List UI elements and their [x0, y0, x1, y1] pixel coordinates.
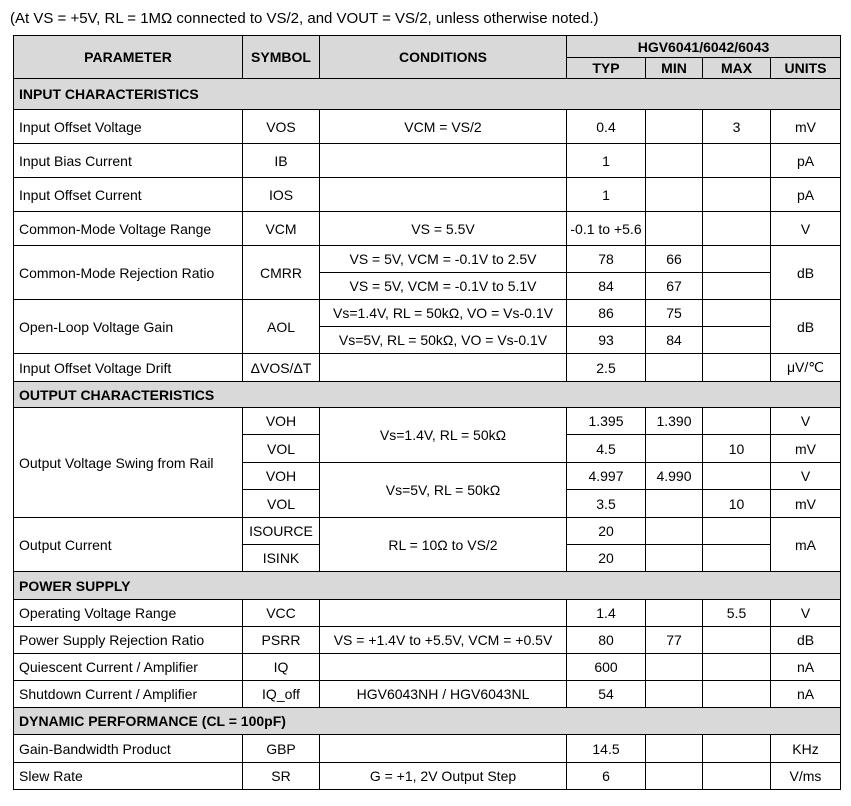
param-cell: Input Offset Current	[14, 178, 243, 212]
symbol-cell: IQ_off	[243, 681, 320, 708]
typ-cell: 78	[567, 246, 646, 273]
max-cell	[703, 354, 771, 382]
max-cell	[703, 681, 771, 708]
unit-cell: μV/℃	[771, 354, 841, 382]
min-cell	[646, 763, 703, 790]
max-cell	[703, 627, 771, 654]
table-row	[14, 600, 841, 627]
table-row	[14, 178, 841, 212]
condition-cell: VS = 5V, VCM = -0.1V to 5.1V	[320, 273, 567, 300]
typ-cell: 1.395	[567, 408, 646, 435]
section-dynamic: DYNAMIC PERFORMANCE (CL = 100pF)	[14, 708, 841, 735]
unit-cell: V	[771, 408, 841, 435]
symbol-cell: VOL	[243, 490, 320, 518]
table-row	[14, 627, 841, 654]
param-cell: Quiescent Current / Amplifier	[14, 654, 243, 681]
typ-cell: 14.5	[567, 735, 646, 763]
unit-cell: mV	[771, 110, 841, 144]
unit-cell: dB	[771, 300, 841, 354]
param-cell: Input Bias Current	[14, 144, 243, 178]
symbol-cell: IQ	[243, 654, 320, 681]
max-cell: 10	[703, 490, 771, 518]
param-cell: Operating Voltage Range	[14, 600, 243, 627]
param-cell: Gain-Bandwidth Product	[14, 735, 243, 763]
min-cell: 66	[646, 246, 703, 273]
unit-cell: dB	[771, 246, 841, 300]
typ-cell: 6	[567, 763, 646, 790]
conditions-note: (At VS = +5V, RL = 1MΩ connected to VS/2, and VOUT = VS/2, unless otherwise noted.)	[10, 10, 599, 27]
symbol-cell: ISOURCE	[243, 518, 320, 545]
unit-cell: mV	[771, 435, 841, 463]
section-input: INPUT CHARACTERISTICS	[14, 79, 841, 110]
symbol-cell: ISINK	[243, 545, 320, 572]
symbol-cell: VOH	[243, 408, 320, 435]
min-cell	[646, 178, 703, 212]
min-cell: 75	[646, 300, 703, 327]
condition-cell	[320, 354, 567, 382]
param-cell: Slew Rate	[14, 763, 243, 790]
min-cell	[646, 354, 703, 382]
table-row	[14, 354, 841, 382]
typ-cell: 54	[567, 681, 646, 708]
param-cell: Open-Loop Voltage Gain	[14, 300, 243, 354]
condition-cell: VCM = VS/2	[320, 110, 567, 144]
symbol-cell: GBP	[243, 735, 320, 763]
max-cell	[703, 463, 771, 490]
typ-cell: 1	[567, 144, 646, 178]
min-cell	[646, 144, 703, 178]
min-cell	[646, 435, 703, 463]
typ-cell: 0.4	[567, 110, 646, 144]
max-cell	[703, 246, 771, 273]
param-cell: Input Offset Voltage Drift	[14, 354, 243, 382]
header-part-number: HGV6041/6042/6043	[567, 36, 841, 58]
typ-cell: 93	[567, 327, 646, 354]
condition-cell: VS = 5.5V	[320, 212, 567, 246]
typ-cell: 86	[567, 300, 646, 327]
table-row	[14, 654, 841, 681]
header-min: MIN	[646, 58, 703, 79]
condition-cell: VS = 5V, VCM = -0.1V to 2.5V	[320, 246, 567, 273]
header-conditions: CONDITIONS	[320, 36, 567, 79]
section-output: OUTPUT CHARACTERISTICS	[14, 382, 841, 408]
table-row	[14, 735, 841, 763]
max-cell	[703, 212, 771, 246]
typ-cell: 84	[567, 273, 646, 300]
max-cell: 5.5	[703, 600, 771, 627]
condition-cell	[320, 178, 567, 212]
typ-cell: 600	[567, 654, 646, 681]
unit-cell: dB	[771, 627, 841, 654]
unit-cell: pA	[771, 178, 841, 212]
symbol-cell: CMRR	[243, 246, 320, 300]
electrical-characteristics-table	[13, 35, 841, 790]
max-cell	[703, 545, 771, 572]
max-cell	[703, 763, 771, 790]
min-cell: 84	[646, 327, 703, 354]
min-cell	[646, 600, 703, 627]
unit-cell: V	[771, 212, 841, 246]
min-cell: 1.390	[646, 408, 703, 435]
header-typ: TYP	[567, 58, 646, 79]
param-cell: Output Voltage Swing from Rail	[14, 408, 243, 518]
min-cell	[646, 681, 703, 708]
symbol-cell: VOS	[243, 110, 320, 144]
table-row	[14, 110, 841, 144]
min-cell	[646, 545, 703, 572]
max-cell	[703, 300, 771, 327]
table-row	[14, 144, 841, 178]
min-cell	[646, 490, 703, 518]
condition-cell	[320, 654, 567, 681]
unit-cell: mA	[771, 518, 841, 572]
header-max: MAX	[703, 58, 771, 79]
typ-cell: 3.5	[567, 490, 646, 518]
max-cell	[703, 144, 771, 178]
table-row	[14, 681, 841, 708]
max-cell: 10	[703, 435, 771, 463]
max-cell	[703, 178, 771, 212]
condition-cell: Vs=5V, RL = 50kΩ, VO = Vs-0.1V	[320, 327, 567, 354]
min-cell: 4.990	[646, 463, 703, 490]
unit-cell: KHz	[771, 735, 841, 763]
max-cell	[703, 327, 771, 354]
table-row	[14, 408, 841, 435]
unit-cell: nA	[771, 681, 841, 708]
typ-cell: 4.5	[567, 435, 646, 463]
unit-cell: nA	[771, 654, 841, 681]
condition-cell	[320, 144, 567, 178]
min-cell	[646, 735, 703, 763]
table-row	[14, 212, 841, 246]
table-row	[14, 300, 841, 327]
condition-cell: Vs=1.4V, RL = 50kΩ	[320, 408, 567, 463]
header-parameter: PARAMETER	[14, 36, 243, 79]
table-row	[14, 246, 841, 273]
section-power: POWER SUPPLY	[14, 572, 841, 600]
symbol-cell: IB	[243, 144, 320, 178]
unit-cell: V	[771, 463, 841, 490]
header-symbol: SYMBOL	[243, 36, 320, 79]
typ-cell: 4.997	[567, 463, 646, 490]
unit-cell: V/ms	[771, 763, 841, 790]
min-cell: 77	[646, 627, 703, 654]
condition-cell: RL = 10Ω to VS/2	[320, 518, 567, 572]
max-cell	[703, 518, 771, 545]
symbol-cell: AOL	[243, 300, 320, 354]
condition-cell: Vs=5V, RL = 50kΩ	[320, 463, 567, 518]
max-cell	[703, 654, 771, 681]
param-cell: Output Current	[14, 518, 243, 572]
typ-cell: 1	[567, 178, 646, 212]
table-row	[14, 518, 841, 545]
param-cell: Common-Mode Rejection Ratio	[14, 246, 243, 300]
unit-cell: mV	[771, 490, 841, 518]
typ-cell: 20	[567, 545, 646, 572]
max-cell	[703, 273, 771, 300]
param-cell: Input Offset Voltage	[14, 110, 243, 144]
condition-cell	[320, 600, 567, 627]
min-cell	[646, 654, 703, 681]
symbol-cell: VOL	[243, 435, 320, 463]
unit-cell: pA	[771, 144, 841, 178]
symbol-cell: VOH	[243, 463, 320, 490]
min-cell	[646, 110, 703, 144]
condition-cell: HGV6043NH / HGV6043NL	[320, 681, 567, 708]
max-cell: 3	[703, 110, 771, 144]
typ-cell: 1.4	[567, 600, 646, 627]
symbol-cell: VCM	[243, 212, 320, 246]
condition-cell: VS = +1.4V to +5.5V, VCM = +0.5V	[320, 627, 567, 654]
max-cell	[703, 408, 771, 435]
unit-cell: V	[771, 600, 841, 627]
symbol-cell: SR	[243, 763, 320, 790]
typ-cell: 20	[567, 518, 646, 545]
param-cell: Shutdown Current / Amplifier	[14, 681, 243, 708]
min-cell: 67	[646, 273, 703, 300]
max-cell	[703, 735, 771, 763]
symbol-cell: VCC	[243, 600, 320, 627]
symbol-cell: PSRR	[243, 627, 320, 654]
typ-cell: -0.1 to +5.6	[567, 212, 646, 246]
min-cell	[646, 212, 703, 246]
param-cell: Common-Mode Voltage Range	[14, 212, 243, 246]
condition-cell: Vs=1.4V, RL = 50kΩ, VO = Vs-0.1V	[320, 300, 567, 327]
table-row	[14, 763, 841, 790]
condition-cell	[320, 735, 567, 763]
header-units: UNITS	[771, 58, 841, 79]
condition-cell: G = +1, 2V Output Step	[320, 763, 567, 790]
min-cell	[646, 518, 703, 545]
typ-cell: 2.5	[567, 354, 646, 382]
symbol-cell: IOS	[243, 178, 320, 212]
param-cell: Power Supply Rejection Ratio	[14, 627, 243, 654]
symbol-cell: ΔVOS/ΔT	[243, 354, 320, 382]
typ-cell: 80	[567, 627, 646, 654]
